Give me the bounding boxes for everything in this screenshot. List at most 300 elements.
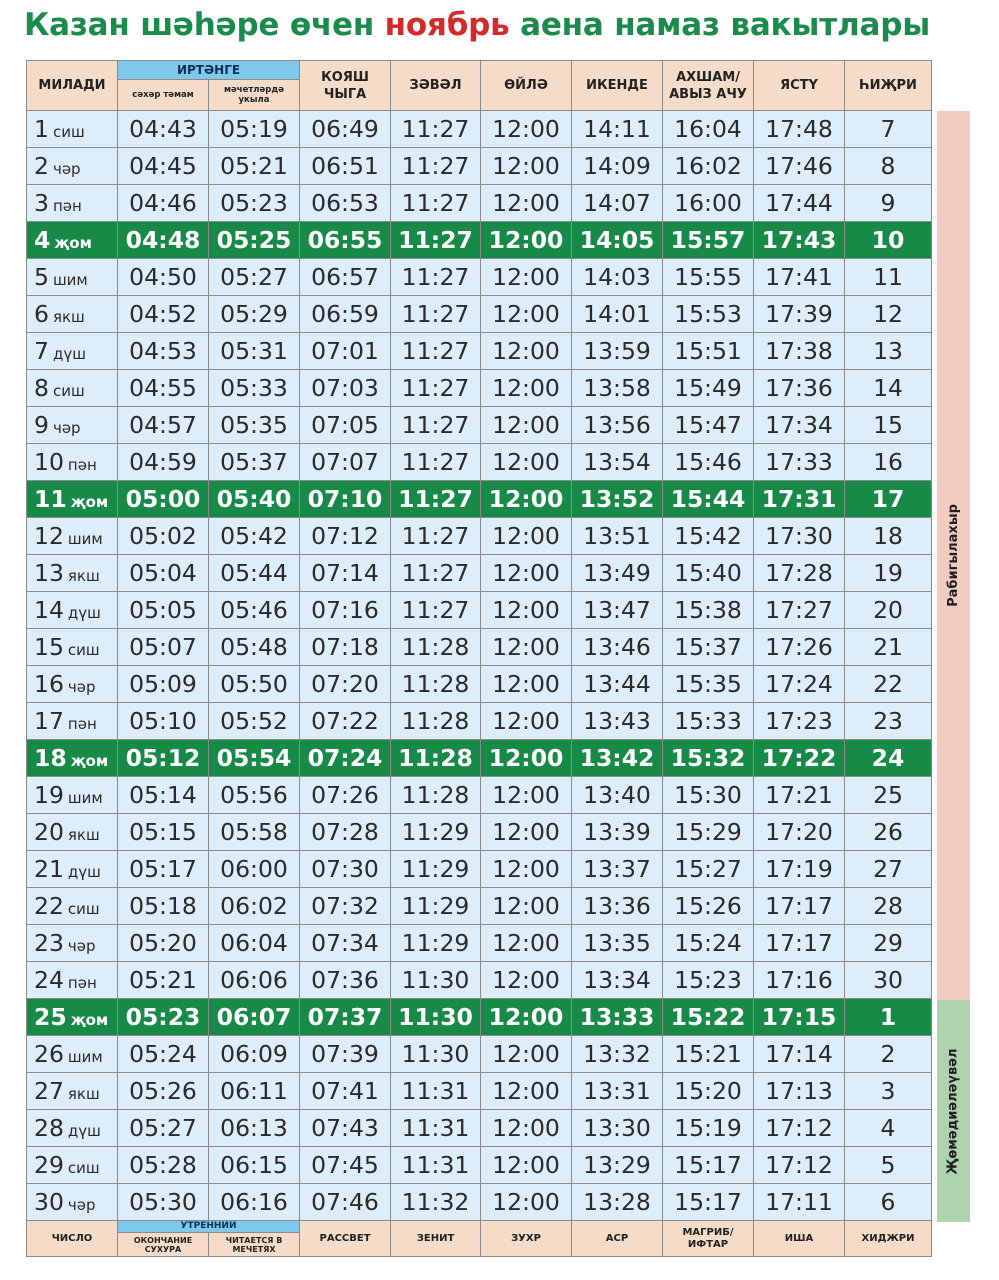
day-number: 7 bbox=[34, 337, 49, 365]
cell-ahsham: 15:29 bbox=[663, 814, 754, 851]
table-row bbox=[27, 185, 932, 222]
cell-zaval: 11:32 bbox=[391, 1184, 481, 1221]
cell-oyle: 12:00 bbox=[481, 333, 572, 370]
cell-hijri: 14 bbox=[845, 370, 932, 407]
cell-sahar: 05:30 bbox=[118, 1184, 209, 1221]
day-number: 6 bbox=[34, 300, 49, 328]
cell-yastu: 17:21 bbox=[754, 777, 845, 814]
day-number: 8 bbox=[34, 374, 49, 402]
cell-oyle: 12:00 bbox=[481, 999, 572, 1036]
cell-oyle: 12:00 bbox=[481, 518, 572, 555]
cell-koyash: 07:36 bbox=[300, 962, 391, 999]
cell-yastu: 17:13 bbox=[754, 1073, 845, 1110]
cell-ikende: 13:58 bbox=[572, 370, 663, 407]
col-miladi: МИЛАДИ bbox=[27, 61, 118, 111]
weekday: дүш bbox=[52, 345, 86, 363]
cell-yastu: 17:36 bbox=[754, 370, 845, 407]
cell-date bbox=[27, 222, 118, 259]
cell-sahar: 05:24 bbox=[118, 1036, 209, 1073]
cell-date bbox=[27, 1147, 118, 1184]
cell-date bbox=[27, 962, 118, 999]
cell-mechet: 06:15 bbox=[209, 1147, 300, 1184]
cell-date bbox=[27, 629, 118, 666]
cell-sahar: 05:12 bbox=[118, 740, 209, 777]
table-row bbox=[27, 666, 932, 703]
col-oyle: ӨЙЛӘ bbox=[481, 61, 572, 111]
cell-mechet: 05:19 bbox=[209, 111, 300, 148]
cell-sahar: 04:57 bbox=[118, 407, 209, 444]
col-sahar: сәхәр тәмам bbox=[118, 80, 209, 111]
cell-zaval: 11:31 bbox=[391, 1147, 481, 1184]
cell-yastu: 17:24 bbox=[754, 666, 845, 703]
cell-oyle: 12:00 bbox=[481, 851, 572, 888]
cell-ahsham: 15:33 bbox=[663, 703, 754, 740]
table-row bbox=[27, 1184, 932, 1221]
cell-sahar: 05:10 bbox=[118, 703, 209, 740]
cell-zaval: 11:27 bbox=[391, 333, 481, 370]
cell-ahsham: 15:38 bbox=[663, 592, 754, 629]
cell-date bbox=[27, 888, 118, 925]
table-row-friday bbox=[27, 222, 932, 259]
table-row-friday bbox=[27, 481, 932, 518]
table-row bbox=[27, 407, 932, 444]
table-row bbox=[27, 925, 932, 962]
cell-mechet: 05:50 bbox=[209, 666, 300, 703]
cell-date bbox=[27, 444, 118, 481]
weekday: сиш bbox=[67, 1159, 100, 1177]
cell-sahar: 04:43 bbox=[118, 111, 209, 148]
cell-hijri: 11 bbox=[845, 259, 932, 296]
cell-yastu: 17:46 bbox=[754, 148, 845, 185]
weekday: чәр bbox=[52, 160, 81, 178]
cell-oyle: 12:00 bbox=[481, 555, 572, 592]
cell-hijri: 26 bbox=[845, 814, 932, 851]
cell-sahar: 04:46 bbox=[118, 185, 209, 222]
cell-oyle: 12:00 bbox=[481, 259, 572, 296]
table-row bbox=[27, 629, 932, 666]
table-row-friday bbox=[27, 999, 932, 1036]
cell-hijri: 3 bbox=[845, 1073, 932, 1110]
cell-koyash: 07:39 bbox=[300, 1036, 391, 1073]
cell-ikende: 13:31 bbox=[572, 1073, 663, 1110]
cell-mechet: 05:58 bbox=[209, 814, 300, 851]
cell-yastu: 17:38 bbox=[754, 333, 845, 370]
weekday: чәр bbox=[67, 678, 96, 696]
cell-yastu: 17:28 bbox=[754, 555, 845, 592]
day-number: 9 bbox=[34, 411, 49, 439]
cell-yastu: 17:43 bbox=[754, 222, 845, 259]
cell-sahar: 05:28 bbox=[118, 1147, 209, 1184]
cell-date bbox=[27, 555, 118, 592]
cell-hijri: 1 bbox=[845, 999, 932, 1036]
cell-zaval: 11:27 bbox=[391, 592, 481, 629]
cell-oyle: 12:00 bbox=[481, 703, 572, 740]
table-row bbox=[27, 333, 932, 370]
cell-hijri: 27 bbox=[845, 851, 932, 888]
cell-ikende: 13:49 bbox=[572, 555, 663, 592]
cell-sahar: 05:09 bbox=[118, 666, 209, 703]
col-zaval: ЗӘВӘЛ bbox=[391, 61, 481, 111]
day-number: 1 bbox=[34, 115, 49, 143]
cell-sahar: 05:18 bbox=[118, 888, 209, 925]
cell-yastu: 17:16 bbox=[754, 962, 845, 999]
day-number: 18 bbox=[34, 744, 67, 772]
weekday: пән bbox=[67, 974, 97, 992]
cell-sahar: 05:17 bbox=[118, 851, 209, 888]
cell-date bbox=[27, 111, 118, 148]
cell-yastu: 17:22 bbox=[754, 740, 845, 777]
cell-koyash: 07:16 bbox=[300, 592, 391, 629]
cell-koyash: 06:49 bbox=[300, 111, 391, 148]
cell-zaval: 11:27 bbox=[391, 518, 481, 555]
cell-mechet: 06:00 bbox=[209, 851, 300, 888]
weekday: дүш bbox=[67, 1122, 101, 1140]
cell-date bbox=[27, 148, 118, 185]
hijri-month-label: Рабигылахыр bbox=[946, 504, 961, 607]
day-number: 30 bbox=[34, 1188, 64, 1216]
cell-yastu: 17:41 bbox=[754, 259, 845, 296]
cell-oyle: 12:00 bbox=[481, 222, 572, 259]
cell-yastu: 17:12 bbox=[754, 1110, 845, 1147]
cell-ahsham: 15:37 bbox=[663, 629, 754, 666]
cell-ahsham: 15:42 bbox=[663, 518, 754, 555]
cell-hijri: 7 bbox=[845, 111, 932, 148]
cell-koyash: 07:10 bbox=[300, 481, 391, 518]
cell-date bbox=[27, 407, 118, 444]
weekday: пән bbox=[67, 456, 97, 474]
cell-hijri: 12 bbox=[845, 296, 932, 333]
cell-hijri: 25 bbox=[845, 777, 932, 814]
cell-koyash: 07:28 bbox=[300, 814, 391, 851]
cell-zaval: 11:27 bbox=[391, 222, 481, 259]
cell-sahar: 04:59 bbox=[118, 444, 209, 481]
cell-date bbox=[27, 296, 118, 333]
cell-ahsham: 15:20 bbox=[663, 1073, 754, 1110]
cell-hijri: 30 bbox=[845, 962, 932, 999]
weekday: якш bbox=[67, 567, 100, 585]
weekday: шим bbox=[67, 1048, 103, 1066]
day-number: 26 bbox=[34, 1040, 64, 1068]
cell-hijri: 6 bbox=[845, 1184, 932, 1221]
cell-zaval: 11:27 bbox=[391, 185, 481, 222]
cell-sahar: 04:55 bbox=[118, 370, 209, 407]
cell-koyash: 07:22 bbox=[300, 703, 391, 740]
table-row bbox=[27, 888, 932, 925]
cell-hijri: 28 bbox=[845, 888, 932, 925]
day-number: 10 bbox=[34, 448, 64, 476]
weekday: шим bbox=[67, 530, 103, 548]
cell-mechet: 05:54 bbox=[209, 740, 300, 777]
cell-sahar: 04:50 bbox=[118, 259, 209, 296]
cell-ikende: 13:42 bbox=[572, 740, 663, 777]
cell-mechet: 05:37 bbox=[209, 444, 300, 481]
cell-zaval: 11:27 bbox=[391, 407, 481, 444]
cell-ikende: 13:36 bbox=[572, 888, 663, 925]
cell-mechet: 05:31 bbox=[209, 333, 300, 370]
col-yastu: ЯСТҮ bbox=[754, 61, 845, 111]
cell-oyle: 12:00 bbox=[481, 111, 572, 148]
cell-koyash: 07:46 bbox=[300, 1184, 391, 1221]
cell-mechet: 06:07 bbox=[209, 999, 300, 1036]
weekday: пән bbox=[52, 197, 82, 215]
cell-date bbox=[27, 851, 118, 888]
hijri-month-rabigylahyr bbox=[937, 111, 970, 1000]
col-ahsham: АХШАМ/ АВЫЗ АЧУ bbox=[663, 61, 754, 111]
cell-ikende: 13:28 bbox=[572, 1184, 663, 1221]
cell-koyash: 07:05 bbox=[300, 407, 391, 444]
cell-koyash: 07:03 bbox=[300, 370, 391, 407]
cell-mechet: 06:11 bbox=[209, 1073, 300, 1110]
cell-oyle: 12:00 bbox=[481, 185, 572, 222]
cell-ahsham: 15:47 bbox=[663, 407, 754, 444]
cell-ahsham: 15:22 bbox=[663, 999, 754, 1036]
cell-yastu: 17:17 bbox=[754, 925, 845, 962]
cell-zaval: 11:28 bbox=[391, 666, 481, 703]
table-row bbox=[27, 370, 932, 407]
table-row bbox=[27, 111, 932, 148]
cell-koyash: 07:43 bbox=[300, 1110, 391, 1147]
table-row bbox=[27, 814, 932, 851]
page-title bbox=[24, 0, 984, 50]
footer-chislo: ЧИСЛО bbox=[27, 1221, 118, 1257]
weekday: чәр bbox=[67, 1196, 96, 1214]
footer-isha: ИША bbox=[754, 1221, 845, 1257]
day-number: 25 bbox=[34, 1003, 67, 1031]
cell-hijri: 10 bbox=[845, 222, 932, 259]
cell-ikende: 13:43 bbox=[572, 703, 663, 740]
cell-ahsham: 15:57 bbox=[663, 222, 754, 259]
cell-yastu: 17:34 bbox=[754, 407, 845, 444]
cell-yastu: 17:14 bbox=[754, 1036, 845, 1073]
table-row bbox=[27, 962, 932, 999]
day-number: 24 bbox=[34, 966, 64, 994]
cell-oyle: 12:00 bbox=[481, 592, 572, 629]
day-number: 20 bbox=[34, 818, 64, 846]
cell-yastu: 17:31 bbox=[754, 481, 845, 518]
cell-date bbox=[27, 740, 118, 777]
cell-mechet: 05:56 bbox=[209, 777, 300, 814]
footer-zenit: ЗЕНИТ bbox=[391, 1221, 481, 1257]
cell-koyash: 07:12 bbox=[300, 518, 391, 555]
footer-utrennii: УТРЕННИЙ bbox=[118, 1221, 300, 1233]
table-row bbox=[27, 1036, 932, 1073]
table-row bbox=[27, 444, 932, 481]
cell-ikende: 13:40 bbox=[572, 777, 663, 814]
cell-oyle: 12:00 bbox=[481, 296, 572, 333]
cell-yastu: 17:44 bbox=[754, 185, 845, 222]
cell-hijri: 19 bbox=[845, 555, 932, 592]
weekday: җом bbox=[70, 493, 109, 511]
cell-ahsham: 15:44 bbox=[663, 481, 754, 518]
table-row-friday bbox=[27, 740, 932, 777]
cell-date bbox=[27, 814, 118, 851]
cell-zaval: 11:29 bbox=[391, 851, 481, 888]
cell-sahar: 05:27 bbox=[118, 1110, 209, 1147]
table-row bbox=[27, 592, 932, 629]
cell-zaval: 11:29 bbox=[391, 925, 481, 962]
weekday: якш bbox=[67, 826, 100, 844]
table-row bbox=[27, 296, 932, 333]
cell-hijri: 8 bbox=[845, 148, 932, 185]
cell-date bbox=[27, 777, 118, 814]
cell-yastu: 17:12 bbox=[754, 1147, 845, 1184]
cell-date bbox=[27, 666, 118, 703]
cell-oyle: 12:00 bbox=[481, 1036, 572, 1073]
cell-hijri: 20 bbox=[845, 592, 932, 629]
day-number: 14 bbox=[34, 596, 64, 624]
cell-ahsham: 15:23 bbox=[663, 962, 754, 999]
cell-ikende: 13:29 bbox=[572, 1147, 663, 1184]
cell-date bbox=[27, 1110, 118, 1147]
title-suffix: аена намаз вакытлары bbox=[509, 7, 931, 43]
day-number: 22 bbox=[34, 892, 64, 920]
cell-mechet: 05:21 bbox=[209, 148, 300, 185]
table-row bbox=[27, 851, 932, 888]
cell-zaval: 11:27 bbox=[391, 111, 481, 148]
weekday: сиш bbox=[52, 123, 85, 141]
weekday: сиш bbox=[67, 900, 100, 918]
footer-mechet: ЧИТАЕТСЯ В МЕЧЕТЯХ bbox=[209, 1233, 300, 1257]
cell-ikende: 13:46 bbox=[572, 629, 663, 666]
col-mechet: мәчетләрдә укыла bbox=[209, 80, 300, 111]
cell-hijri: 5 bbox=[845, 1147, 932, 1184]
cell-zaval: 11:31 bbox=[391, 1110, 481, 1147]
cell-ikende: 13:51 bbox=[572, 518, 663, 555]
cell-date bbox=[27, 185, 118, 222]
cell-hijri: 22 bbox=[845, 666, 932, 703]
cell-yastu: 17:17 bbox=[754, 888, 845, 925]
cell-zaval: 11:28 bbox=[391, 629, 481, 666]
col-koyash: КОЯШ ЧЫГА bbox=[300, 61, 391, 111]
weekday: шим bbox=[52, 271, 88, 289]
cell-ahsham: 16:02 bbox=[663, 148, 754, 185]
cell-hijri: 16 bbox=[845, 444, 932, 481]
weekday: җом bbox=[70, 752, 109, 770]
weekday: якш bbox=[67, 1085, 100, 1103]
cell-oyle: 12:00 bbox=[481, 888, 572, 925]
day-number: 19 bbox=[34, 781, 64, 809]
weekday: пән bbox=[67, 715, 97, 733]
cell-hijri: 23 bbox=[845, 703, 932, 740]
cell-mechet: 05:25 bbox=[209, 222, 300, 259]
cell-sahar: 05:20 bbox=[118, 925, 209, 962]
cell-ikende: 13:44 bbox=[572, 666, 663, 703]
cell-mechet: 05:29 bbox=[209, 296, 300, 333]
cell-yastu: 17:20 bbox=[754, 814, 845, 851]
cell-zaval: 11:27 bbox=[391, 555, 481, 592]
cell-mechet: 05:48 bbox=[209, 629, 300, 666]
cell-ikende: 13:52 bbox=[572, 481, 663, 518]
cell-ikende: 13:35 bbox=[572, 925, 663, 962]
cell-sahar: 04:53 bbox=[118, 333, 209, 370]
cell-koyash: 07:01 bbox=[300, 333, 391, 370]
cell-date bbox=[27, 703, 118, 740]
cell-yastu: 17:19 bbox=[754, 851, 845, 888]
cell-koyash: 06:55 bbox=[300, 222, 391, 259]
cell-oyle: 12:00 bbox=[481, 666, 572, 703]
cell-oyle: 12:00 bbox=[481, 370, 572, 407]
day-number: 27 bbox=[34, 1077, 64, 1105]
cell-zaval: 11:31 bbox=[391, 1073, 481, 1110]
cell-oyle: 12:00 bbox=[481, 629, 572, 666]
cell-koyash: 07:30 bbox=[300, 851, 391, 888]
cell-date bbox=[27, 1036, 118, 1073]
day-number: 21 bbox=[34, 855, 64, 883]
cell-mechet: 06:02 bbox=[209, 888, 300, 925]
cell-mechet: 05:52 bbox=[209, 703, 300, 740]
cell-zaval: 11:30 bbox=[391, 1036, 481, 1073]
cell-sahar: 05:21 bbox=[118, 962, 209, 999]
cell-ikende: 13:30 bbox=[572, 1110, 663, 1147]
weekday: якш bbox=[52, 308, 85, 326]
cell-koyash: 07:18 bbox=[300, 629, 391, 666]
cell-ikende: 14:03 bbox=[572, 259, 663, 296]
cell-sahar: 05:07 bbox=[118, 629, 209, 666]
cell-oyle: 12:00 bbox=[481, 962, 572, 999]
cell-date bbox=[27, 518, 118, 555]
footer-rassvet: РАССВЕТ bbox=[300, 1221, 391, 1257]
cell-ahsham: 16:00 bbox=[663, 185, 754, 222]
cell-ahsham: 15:53 bbox=[663, 296, 754, 333]
cell-sahar: 05:15 bbox=[118, 814, 209, 851]
cell-ahsham: 15:32 bbox=[663, 740, 754, 777]
cell-ikende: 13:54 bbox=[572, 444, 663, 481]
cell-mechet: 06:09 bbox=[209, 1036, 300, 1073]
cell-sahar: 05:26 bbox=[118, 1073, 209, 1110]
cell-date bbox=[27, 999, 118, 1036]
title-prefix: Казан шәһәре өчен bbox=[24, 7, 385, 43]
cell-ahsham: 15:17 bbox=[663, 1147, 754, 1184]
table-row bbox=[27, 1110, 932, 1147]
cell-hijri: 9 bbox=[845, 185, 932, 222]
cell-ikende: 14:09 bbox=[572, 148, 663, 185]
day-number: 29 bbox=[34, 1151, 64, 1179]
cell-mechet: 05:35 bbox=[209, 407, 300, 444]
cell-yastu: 17:33 bbox=[754, 444, 845, 481]
day-number: 13 bbox=[34, 559, 64, 587]
cell-zaval: 11:29 bbox=[391, 888, 481, 925]
cell-date bbox=[27, 481, 118, 518]
cell-oyle: 12:00 bbox=[481, 1073, 572, 1110]
cell-ikende: 14:01 bbox=[572, 296, 663, 333]
weekday: сиш bbox=[67, 641, 100, 659]
cell-sahar: 05:05 bbox=[118, 592, 209, 629]
day-number: 5 bbox=[34, 263, 49, 291]
cell-oyle: 12:00 bbox=[481, 925, 572, 962]
cell-koyash: 07:07 bbox=[300, 444, 391, 481]
cell-mechet: 06:13 bbox=[209, 1110, 300, 1147]
cell-ahsham: 15:26 bbox=[663, 888, 754, 925]
cell-yastu: 17:27 bbox=[754, 592, 845, 629]
table-row bbox=[27, 259, 932, 296]
cell-mechet: 06:16 bbox=[209, 1184, 300, 1221]
table-row bbox=[27, 518, 932, 555]
cell-zaval: 11:28 bbox=[391, 777, 481, 814]
cell-date bbox=[27, 370, 118, 407]
day-number: 16 bbox=[34, 670, 64, 698]
cell-koyash: 07:37 bbox=[300, 999, 391, 1036]
cell-ahsham: 15:35 bbox=[663, 666, 754, 703]
cell-ahsham: 15:17 bbox=[663, 1184, 754, 1221]
table-row bbox=[27, 703, 932, 740]
cell-sahar: 04:52 bbox=[118, 296, 209, 333]
cell-ahsham: 15:49 bbox=[663, 370, 754, 407]
table-row bbox=[27, 1073, 932, 1110]
table-row bbox=[27, 555, 932, 592]
col-hijri: ҺИҖРИ bbox=[845, 61, 932, 111]
weekday: җом bbox=[70, 1011, 109, 1029]
cell-mechet: 05:42 bbox=[209, 518, 300, 555]
